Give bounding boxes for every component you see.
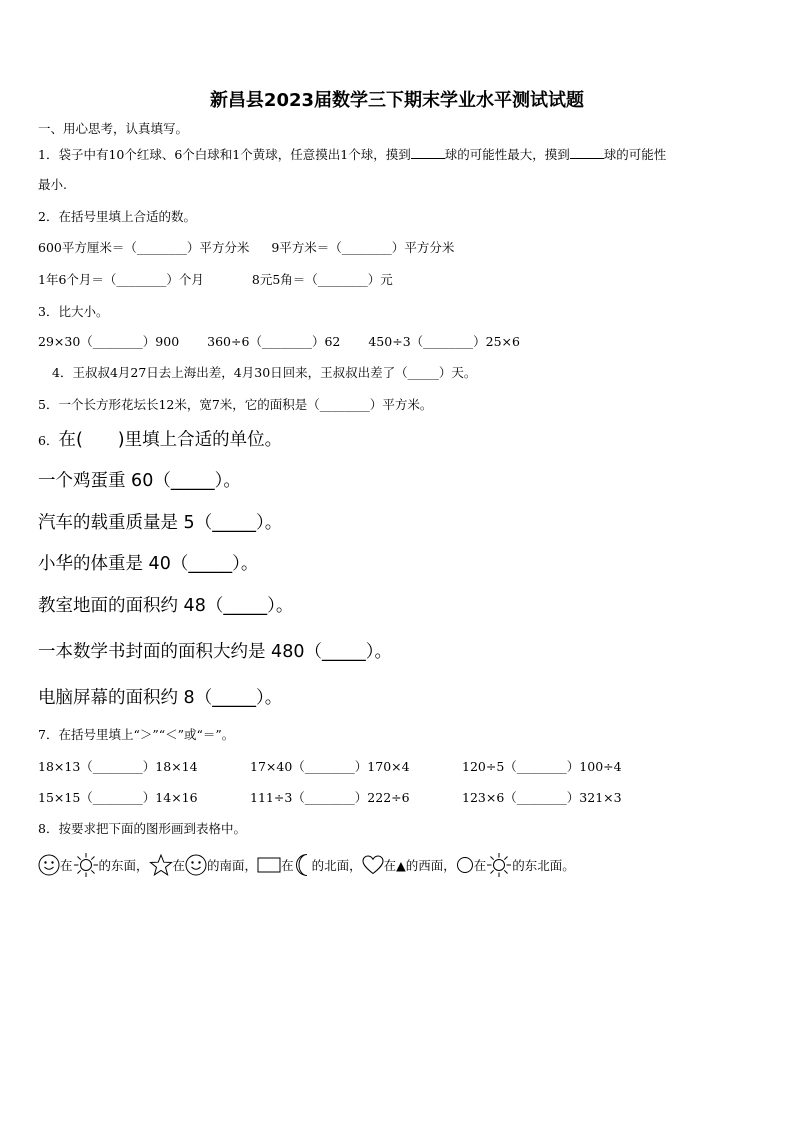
q6-heading-text: 在( )里填上合适的单位。 (58, 430, 283, 450)
q8-text-5: 在 (281, 858, 294, 873)
q2-item-1: 600平方厘米＝（________）平方分米 (38, 240, 250, 255)
q6-item-6: 电脑屏幕的面积约 8（_____）。 (38, 688, 283, 708)
heart-icon (362, 855, 384, 875)
q3-row (38, 333, 520, 351)
q8-text-9: 的东北面。 (512, 858, 575, 873)
q6-item-2: 汽车的载重质量是 5（_____）。 (38, 513, 283, 533)
smiley-icon (185, 854, 207, 876)
question-8-heading: 8．按要求把下面的图形画到表格中。 (38, 821, 246, 836)
page-title: 新昌县2023届数学三下期末学业水平测试试题 (209, 90, 585, 111)
rectangle-icon (257, 857, 281, 873)
q8-text-8: 在 (473, 858, 487, 873)
q6-item-4: 教室地面的面积约 48（_____）。 (38, 596, 294, 616)
q8-text-7: 在▲的西面， (383, 858, 456, 873)
sun-icon (486, 852, 512, 878)
q2-item-4: 8元5角＝（________）元 (251, 272, 393, 287)
q1-continued: 最小. (38, 177, 67, 192)
circle-icon (456, 856, 474, 874)
q8-shape-instructions (38, 852, 575, 878)
q6-item-5: 一本数学书封面的面积大约是 480（_____）。 (38, 642, 392, 662)
q8-text-6: 的北面， (311, 858, 362, 873)
question-7-heading: 7．在括号里填上“＞”“＜”或“＝”。 (38, 727, 235, 742)
question-3-heading: 3．比大小。 (38, 304, 109, 319)
section-1-heading: 一、用心思考，认真填写。 (38, 121, 189, 136)
q1-text-a: 1．袋子中有10个红球、6个白球和1个黄球，任意摸出1个球，摸到 (38, 147, 411, 162)
q1-text-c: 球的可能性 (603, 147, 667, 162)
q1-text-b: 球的可能性最大，摸到 (444, 147, 570, 162)
q6-item-1: 一个鸡蛋重 60（_____）。 (38, 471, 241, 491)
question-1 (38, 146, 666, 164)
q1-blank-1[interactable] (411, 146, 445, 159)
smiley-icon (38, 854, 60, 876)
q3-item-1: 29×30（________）900 (38, 334, 180, 349)
star-icon (149, 854, 173, 876)
q7-item-6: 123×6（________）321×3 (462, 790, 622, 805)
q2-item-2: 9平方米＝（________）平方分米 (271, 240, 455, 255)
q2-row-2 (38, 271, 393, 289)
q8-text-1: 在 (60, 858, 73, 873)
q6-number: 6． (38, 433, 59, 448)
sun-icon (73, 852, 99, 878)
q8-text-3: 在 (172, 858, 186, 873)
q7-row-1 (38, 758, 622, 776)
question-4: 4．王叔叔4月27日去上海出差，4月30日回来，王叔叔出差了（_____）天。 (52, 365, 477, 380)
question-2-heading: 2．在括号里填上合适的数。 (38, 209, 196, 224)
question-6-heading (38, 428, 282, 453)
q2-item-3: 1年6个月＝（________）个月 (38, 272, 204, 287)
q3-item-3: 450÷3（________）25×6 (368, 334, 520, 349)
q8-text-2: 的东面， (98, 858, 149, 873)
moon-icon (294, 853, 312, 877)
q7-item-1: 18×13（________）18×14 (38, 759, 198, 774)
q6-item-3: 小华的体重是 40（_____）。 (38, 554, 259, 574)
question-5: 5．一个长方形花坛长12米，宽7米，它的面积是（________）平方米。 (38, 397, 433, 412)
q7-item-4: 15×15（________）14×16 (38, 790, 198, 805)
q1-blank-2[interactable] (570, 146, 604, 159)
q3-item-2: 360÷6（________）62 (207, 334, 341, 349)
q7-item-2: 17×40（________）170×4 (250, 759, 410, 774)
q7-item-3: 120÷5（________）100÷4 (462, 759, 622, 774)
q2-row-1 (38, 239, 454, 257)
q8-text-4: 的南面， (207, 858, 258, 873)
q7-row-2 (38, 789, 622, 807)
q7-item-5: 111÷3（________）222÷6 (250, 790, 410, 805)
